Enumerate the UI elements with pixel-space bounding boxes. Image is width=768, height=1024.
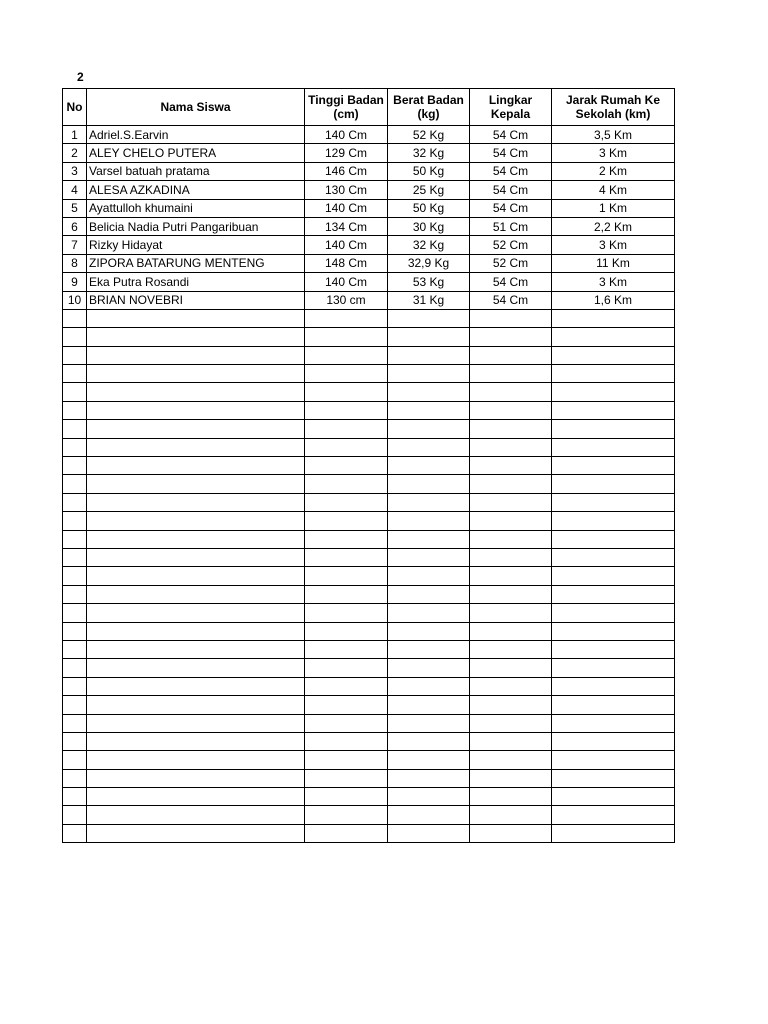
empty-table-row: [63, 806, 675, 824]
empty-cell: [63, 732, 87, 750]
cell-jarak-rumah: 3,5 Km: [552, 126, 675, 144]
empty-cell: [388, 401, 470, 419]
empty-table-row: [63, 512, 675, 530]
empty-cell: [63, 383, 87, 401]
empty-cell: [388, 475, 470, 493]
empty-cell: [87, 383, 305, 401]
cell-tinggi-badan: 140 Cm: [305, 236, 388, 254]
cell-no: 4: [63, 181, 87, 199]
student-data-table: [62, 88, 675, 843]
empty-cell: [305, 438, 388, 456]
empty-cell: [552, 659, 675, 677]
empty-table-row: [63, 383, 675, 401]
empty-cell: [552, 567, 675, 585]
empty-table-row: [63, 714, 675, 732]
empty-cell: [470, 438, 552, 456]
cell-nama-siswa: ALEY CHELO PUTERA: [87, 144, 305, 162]
empty-cell: [63, 751, 87, 769]
cell-berat-badan: 53 Kg: [388, 273, 470, 291]
empty-cell: [305, 640, 388, 658]
empty-cell: [305, 475, 388, 493]
empty-cell: [388, 714, 470, 732]
cell-lingkar-kepala: 54 Cm: [470, 162, 552, 180]
empty-table-row: [63, 548, 675, 566]
empty-table-row: [63, 328, 675, 346]
table-row: [63, 236, 675, 254]
empty-cell: [470, 457, 552, 475]
empty-table-row: [63, 640, 675, 658]
empty-cell: [63, 622, 87, 640]
empty-cell: [388, 622, 470, 640]
empty-cell: [552, 677, 675, 695]
empty-cell: [63, 640, 87, 658]
cell-jarak-rumah: 3 Km: [552, 273, 675, 291]
empty-cell: [552, 457, 675, 475]
empty-cell: [305, 457, 388, 475]
empty-cell: [470, 401, 552, 419]
cell-no: 5: [63, 199, 87, 217]
empty-cell: [388, 769, 470, 787]
empty-cell: [470, 659, 552, 677]
empty-cell: [470, 309, 552, 327]
empty-cell: [552, 420, 675, 438]
empty-cell: [470, 548, 552, 566]
empty-cell: [305, 824, 388, 842]
empty-table-row: [63, 732, 675, 750]
empty-cell: [63, 420, 87, 438]
empty-cell: [305, 309, 388, 327]
empty-cell: [63, 567, 87, 585]
header-nama-siswa: Nama Siswa: [87, 89, 305, 126]
empty-cell: [305, 788, 388, 806]
empty-cell: [388, 751, 470, 769]
cell-berat-badan: 32 Kg: [388, 236, 470, 254]
empty-cell: [305, 622, 388, 640]
cell-nama-siswa: Ayattulloh khumaini: [87, 199, 305, 217]
cell-berat-badan: 30 Kg: [388, 217, 470, 235]
empty-cell: [63, 328, 87, 346]
cell-berat-badan: 32 Kg: [388, 144, 470, 162]
empty-cell: [87, 696, 305, 714]
empty-cell: [87, 824, 305, 842]
empty-cell: [388, 806, 470, 824]
empty-cell: [470, 585, 552, 603]
empty-cell: [552, 548, 675, 566]
empty-cell: [552, 806, 675, 824]
empty-cell: [63, 604, 87, 622]
empty-cell: [552, 640, 675, 658]
empty-cell: [470, 824, 552, 842]
table-row: [63, 273, 675, 291]
table-row: [63, 199, 675, 217]
empty-cell: [305, 383, 388, 401]
cell-jarak-rumah: 2 Km: [552, 162, 675, 180]
cell-jarak-rumah: 1 Km: [552, 199, 675, 217]
empty-table-row: [63, 530, 675, 548]
empty-cell: [305, 769, 388, 787]
empty-cell: [470, 751, 552, 769]
table-row: [63, 162, 675, 180]
empty-cell: [305, 328, 388, 346]
empty-cell: [388, 640, 470, 658]
empty-cell: [552, 309, 675, 327]
empty-cell: [552, 604, 675, 622]
empty-cell: [63, 346, 87, 364]
empty-cell: [470, 328, 552, 346]
cell-no: 6: [63, 217, 87, 235]
table-row: [63, 217, 675, 235]
empty-cell: [470, 475, 552, 493]
cell-berat-badan: 32,9 Kg: [388, 254, 470, 272]
empty-cell: [87, 604, 305, 622]
empty-cell: [305, 530, 388, 548]
empty-cell: [470, 769, 552, 787]
empty-cell: [63, 769, 87, 787]
empty-table-row: [63, 585, 675, 603]
empty-cell: [63, 659, 87, 677]
empty-cell: [87, 346, 305, 364]
table-row: [63, 144, 675, 162]
empty-cell: [305, 696, 388, 714]
cell-tinggi-badan: 148 Cm: [305, 254, 388, 272]
empty-table-row: [63, 824, 675, 842]
empty-cell: [552, 751, 675, 769]
empty-cell: [470, 622, 552, 640]
empty-cell: [87, 328, 305, 346]
cell-nama-siswa: ALESA AZKADINA: [87, 181, 305, 199]
cell-no: 1: [63, 126, 87, 144]
empty-table-row: [63, 365, 675, 383]
empty-cell: [87, 420, 305, 438]
empty-table-row: [63, 309, 675, 327]
empty-cell: [305, 751, 388, 769]
empty-cell: [87, 714, 305, 732]
empty-cell: [552, 732, 675, 750]
empty-cell: [305, 604, 388, 622]
empty-table-row: [63, 677, 675, 695]
table-body: [63, 126, 675, 843]
empty-table-row: [63, 346, 675, 364]
empty-cell: [388, 548, 470, 566]
empty-cell: [63, 401, 87, 419]
table-row: [63, 126, 675, 144]
cell-lingkar-kepala: 54 Cm: [470, 291, 552, 309]
empty-cell: [63, 714, 87, 732]
empty-cell: [87, 567, 305, 585]
empty-cell: [470, 696, 552, 714]
empty-cell: [552, 696, 675, 714]
cell-berat-badan: 50 Kg: [388, 162, 470, 180]
empty-cell: [63, 438, 87, 456]
empty-cell: [388, 696, 470, 714]
cell-lingkar-kepala: 54 Cm: [470, 126, 552, 144]
empty-cell: [87, 401, 305, 419]
empty-cell: [388, 365, 470, 383]
empty-table-row: [63, 438, 675, 456]
empty-cell: [63, 457, 87, 475]
cell-lingkar-kepala: 54 Cm: [470, 199, 552, 217]
empty-cell: [388, 585, 470, 603]
table-header-row: [63, 89, 675, 126]
empty-cell: [305, 420, 388, 438]
cell-berat-badan: 25 Kg: [388, 181, 470, 199]
cell-jarak-rumah: 11 Km: [552, 254, 675, 272]
empty-cell: [470, 714, 552, 732]
empty-cell: [470, 530, 552, 548]
cell-berat-badan: 52 Kg: [388, 126, 470, 144]
empty-cell: [552, 769, 675, 787]
empty-cell: [470, 567, 552, 585]
empty-cell: [552, 383, 675, 401]
table-row: [63, 181, 675, 199]
empty-cell: [63, 788, 87, 806]
cell-tinggi-badan: 129 Cm: [305, 144, 388, 162]
cell-nama-siswa: Rizky Hidayat: [87, 236, 305, 254]
empty-cell: [552, 328, 675, 346]
empty-table-row: [63, 420, 675, 438]
table-row: [63, 254, 675, 272]
cell-jarak-rumah: 3 Km: [552, 236, 675, 254]
empty-cell: [388, 788, 470, 806]
empty-cell: [87, 548, 305, 566]
empty-cell: [552, 530, 675, 548]
empty-cell: [305, 585, 388, 603]
empty-cell: [63, 548, 87, 566]
empty-cell: [63, 512, 87, 530]
empty-cell: [305, 346, 388, 364]
empty-table-row: [63, 475, 675, 493]
empty-cell: [388, 567, 470, 585]
empty-cell: [63, 309, 87, 327]
empty-table-row: [63, 493, 675, 511]
cell-jarak-rumah: 3 Km: [552, 144, 675, 162]
empty-cell: [470, 512, 552, 530]
cell-no: 10: [63, 291, 87, 309]
cell-tinggi-badan: 140 Cm: [305, 199, 388, 217]
empty-cell: [63, 806, 87, 824]
empty-cell: [63, 677, 87, 695]
empty-cell: [552, 512, 675, 530]
cell-nama-siswa: BRIAN NOVEBRI: [87, 291, 305, 309]
empty-cell: [87, 309, 305, 327]
cell-no: 2: [63, 144, 87, 162]
empty-cell: [470, 383, 552, 401]
empty-cell: [87, 365, 305, 383]
empty-cell: [305, 548, 388, 566]
empty-cell: [388, 328, 470, 346]
empty-cell: [388, 659, 470, 677]
empty-cell: [470, 732, 552, 750]
cell-tinggi-badan: 130 cm: [305, 291, 388, 309]
empty-table-row: [63, 696, 675, 714]
empty-cell: [87, 659, 305, 677]
empty-cell: [552, 493, 675, 511]
cell-lingkar-kepala: 52 Cm: [470, 236, 552, 254]
header-lingkar-kepala: Lingkar Kepala: [470, 89, 552, 126]
empty-cell: [552, 824, 675, 842]
empty-cell: [87, 677, 305, 695]
empty-cell: [470, 346, 552, 364]
cell-nama-siswa: Varsel batuah pratama: [87, 162, 305, 180]
empty-cell: [87, 806, 305, 824]
empty-cell: [87, 640, 305, 658]
empty-cell: [388, 732, 470, 750]
empty-cell: [87, 788, 305, 806]
empty-table-row: [63, 622, 675, 640]
empty-cell: [388, 493, 470, 511]
empty-cell: [388, 309, 470, 327]
empty-cell: [388, 530, 470, 548]
empty-cell: [305, 512, 388, 530]
empty-table-row: [63, 567, 675, 585]
cell-lingkar-kepala: 54 Cm: [470, 144, 552, 162]
cell-tinggi-badan: 140 Cm: [305, 126, 388, 144]
empty-cell: [63, 696, 87, 714]
empty-table-row: [63, 751, 675, 769]
cell-nama-siswa: Eka Putra Rosandi: [87, 273, 305, 291]
empty-cell: [388, 383, 470, 401]
empty-cell: [388, 457, 470, 475]
empty-cell: [87, 475, 305, 493]
cell-berat-badan: 31 Kg: [388, 291, 470, 309]
cell-tinggi-badan: 146 Cm: [305, 162, 388, 180]
empty-cell: [388, 420, 470, 438]
cell-tinggi-badan: 134 Cm: [305, 217, 388, 235]
cell-jarak-rumah: 2,2 Km: [552, 217, 675, 235]
empty-cell: [87, 457, 305, 475]
empty-cell: [470, 788, 552, 806]
empty-cell: [305, 401, 388, 419]
empty-table-row: [63, 769, 675, 787]
empty-cell: [388, 512, 470, 530]
cell-nama-siswa: Adriel.S.Earvin: [87, 126, 305, 144]
empty-cell: [305, 677, 388, 695]
empty-table-row: [63, 457, 675, 475]
table-row: [63, 291, 675, 309]
empty-cell: [63, 585, 87, 603]
empty-cell: [552, 475, 675, 493]
empty-cell: [63, 365, 87, 383]
empty-cell: [552, 622, 675, 640]
empty-cell: [305, 493, 388, 511]
empty-cell: [63, 493, 87, 511]
empty-cell: [470, 365, 552, 383]
empty-cell: [470, 493, 552, 511]
cell-tinggi-badan: 130 Cm: [305, 181, 388, 199]
cell-berat-badan: 50 Kg: [388, 199, 470, 217]
cell-tinggi-badan: 140 Cm: [305, 273, 388, 291]
empty-cell: [388, 438, 470, 456]
empty-cell: [305, 365, 388, 383]
page-number: 2: [77, 70, 84, 84]
cell-jarak-rumah: 4 Km: [552, 181, 675, 199]
empty-cell: [63, 530, 87, 548]
empty-cell: [470, 420, 552, 438]
empty-cell: [552, 438, 675, 456]
empty-table-row: [63, 788, 675, 806]
empty-cell: [552, 788, 675, 806]
cell-no: 9: [63, 273, 87, 291]
empty-cell: [470, 677, 552, 695]
empty-cell: [87, 732, 305, 750]
empty-cell: [552, 714, 675, 732]
empty-cell: [470, 640, 552, 658]
empty-cell: [87, 769, 305, 787]
empty-cell: [87, 585, 305, 603]
cell-nama-siswa: Belicia Nadia Putri Pangaribuan: [87, 217, 305, 235]
header-tinggi-badan: Tinggi Badan (cm): [305, 89, 388, 126]
empty-cell: [388, 677, 470, 695]
empty-cell: [305, 659, 388, 677]
empty-cell: [87, 530, 305, 548]
empty-cell: [305, 806, 388, 824]
empty-table-row: [63, 659, 675, 677]
header-berat-badan: Berat Badan (kg): [388, 89, 470, 126]
empty-cell: [552, 401, 675, 419]
empty-cell: [87, 751, 305, 769]
empty-cell: [63, 475, 87, 493]
cell-lingkar-kepala: 54 Cm: [470, 181, 552, 199]
empty-cell: [87, 438, 305, 456]
cell-no: 3: [63, 162, 87, 180]
cell-lingkar-kepala: 54 Cm: [470, 273, 552, 291]
cell-jarak-rumah: 1,6 Km: [552, 291, 675, 309]
empty-cell: [305, 714, 388, 732]
cell-no: 7: [63, 236, 87, 254]
empty-cell: [552, 346, 675, 364]
empty-cell: [470, 604, 552, 622]
cell-no: 8: [63, 254, 87, 272]
empty-table-row: [63, 401, 675, 419]
empty-cell: [87, 622, 305, 640]
empty-table-row: [63, 604, 675, 622]
header-jarak-rumah: Jarak Rumah Ke Sekolah (km): [552, 89, 675, 126]
empty-cell: [388, 346, 470, 364]
empty-cell: [470, 806, 552, 824]
empty-cell: [388, 824, 470, 842]
cell-lingkar-kepala: 51 Cm: [470, 217, 552, 235]
empty-cell: [305, 732, 388, 750]
empty-cell: [87, 493, 305, 511]
header-no: No: [63, 89, 87, 126]
empty-cell: [305, 567, 388, 585]
empty-cell: [63, 824, 87, 842]
cell-nama-siswa: ZIPORA BATARUNG MENTENG: [87, 254, 305, 272]
empty-cell: [87, 512, 305, 530]
cell-lingkar-kepala: 52 Cm: [470, 254, 552, 272]
empty-cell: [552, 585, 675, 603]
empty-cell: [552, 365, 675, 383]
empty-cell: [388, 604, 470, 622]
